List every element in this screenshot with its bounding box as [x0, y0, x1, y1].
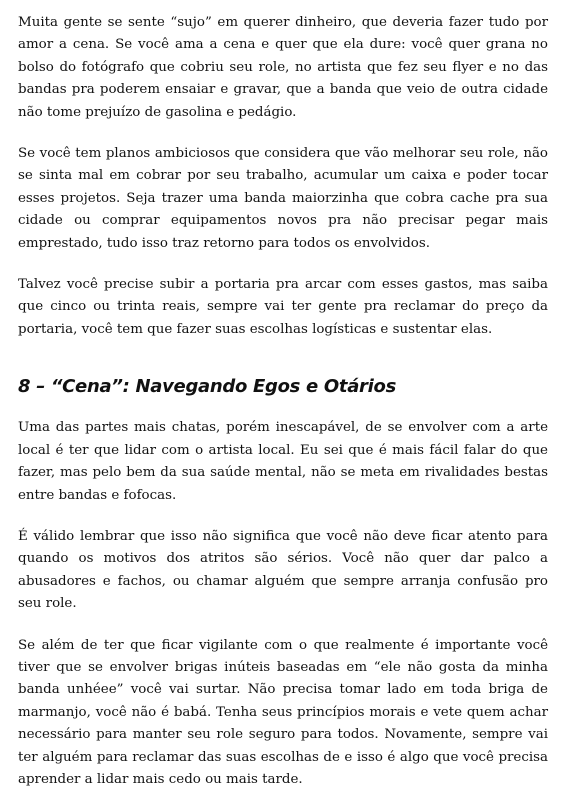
- document-page: [18, 12, 548, 810]
- paragraph-serious-conflicts: É válido lembrar que isso não significa que você não deve ficar atento para quando os motivos dos atritos são sérios. Você não quer dar palco a abusadores e fachos, ou chamar alguém que sempre arranja confusão pro seu role.: [18, 528, 548, 612]
- paragraph-money-feelings: Muita gente se sente “sujo” em querer dinheiro, que deveria fazer tudo por amor a cena. Se você ama a cena e quer que ela dure: você quer grana no bolso do fotógrafo que cobriu seu role, no artista que fez seu flyer e no das bandas pra poderem ensaiar e gravar, que a banda que veio de outra cidade não tome prejuízo de gasolina e pedágio.: [18, 15, 548, 120]
- paragraph-local-artist: Uma das partes mais chatas, porém inescapável, de se envolver com a arte local é ter que lidar com o artista local. Eu sei que é mais fácil falar do que fazer, mas pelo bem da sua saúde mental, não se meta em rivalidades bestas entre bandas e fofocas.: [18, 420, 548, 503]
- paragraph-ticket-price: Talvez você precise subir a portaria pra arcar com esses gastos, mas saiba que cinco ou trinta reais, sempre vai ter gente pra reclamar do preço da portaria, você tem que fazer suas escolhas logísticas e sustentar elas.: [18, 277, 548, 337]
- section-heading: 8 – “Cena”: Navegando Egos e Otários: [18, 376, 396, 398]
- paragraph-useless-fights: Se além de ter que ficar vigilante com o que realmente é importante você tiver que se envolver brigas inúteis baseadas em “ele não gosta da minha banda unhéee” você vai surtar. Não precisa tomar lado em toda briga de marmanjo, você não é babá. Tenha seus princípios morais e vete quem achar necessário para manter seu role seguro para todos. Novamente, sempre vai ter alguém para reclamar das suas escolhas de e isso é algo que você precisa aprender a lidar mais cedo ou mais tarde.: [18, 637, 548, 787]
- paragraph-ambitious-plans: Se você tem planos ambiciosos que considera que vão melhorar seu role, não se sinta mal em cobrar por seu trabalho, acumular um caixa e poder tocar esses projetos. Seja trazer uma banda maiorzinha que cobra cache pra sua cidade ou comprar equipamentos novos pra não precisar pegar mais emprestado, tudo isso traz retorno para todos os envolvidos.: [18, 146, 548, 251]
